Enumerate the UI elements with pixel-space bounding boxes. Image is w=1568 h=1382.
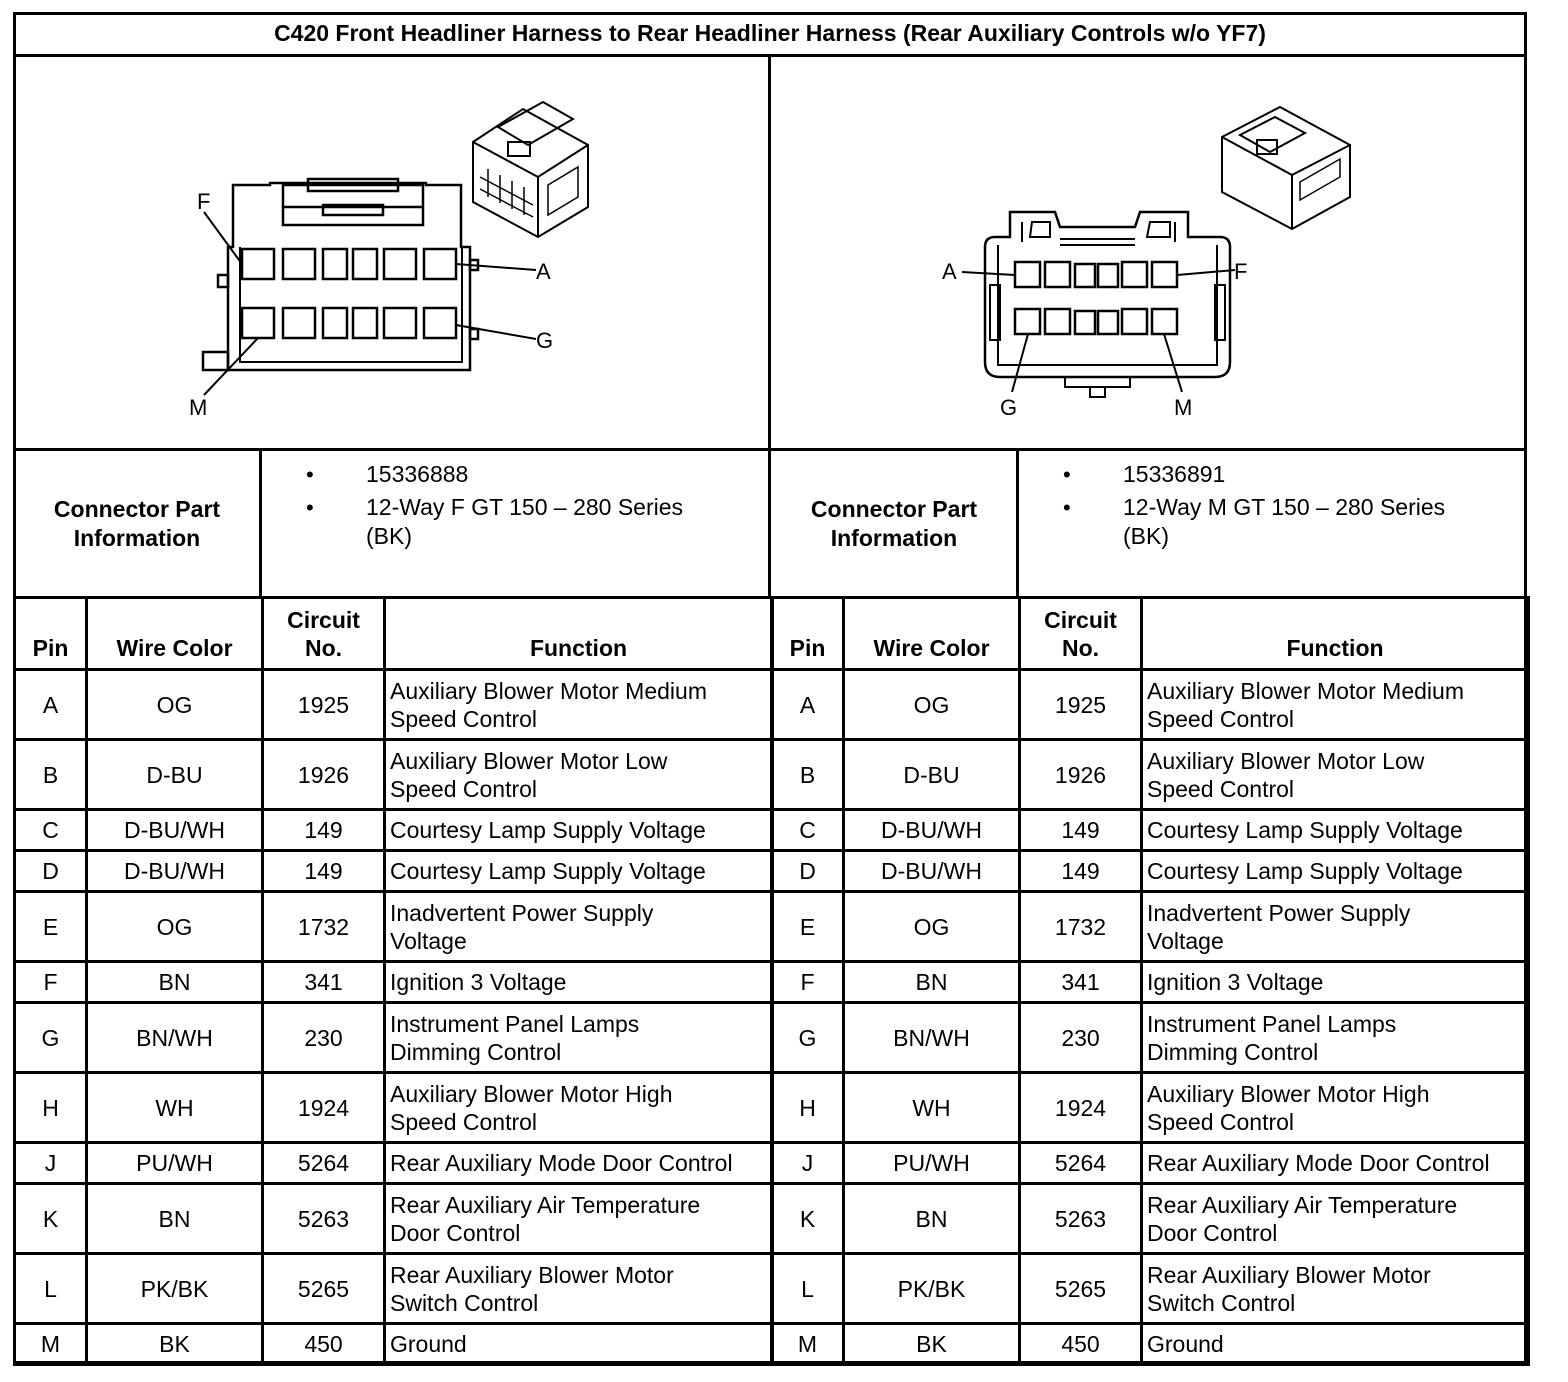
function-cell: Rear Auxiliary Air Temperature Door Control <box>1142 1184 1529 1254</box>
circuit-cell: 1732 <box>263 892 385 962</box>
wire-color-cell: D-BU/WH <box>844 851 1020 892</box>
wire-color-cell: BK <box>87 1324 263 1365</box>
pin-cell: M <box>15 1324 87 1365</box>
table-row <box>772 1073 1529 1143</box>
table-row <box>15 1073 773 1143</box>
pin-cell: D <box>772 851 844 892</box>
wire-color-cell: OG <box>844 892 1020 962</box>
pin-cell: E <box>772 892 844 962</box>
circuit-cell: 1926 <box>1020 740 1142 810</box>
function-cell: Ground <box>1142 1324 1529 1365</box>
wire-color-cell: D-BU <box>844 740 1020 810</box>
table-row <box>15 892 773 962</box>
table-row <box>15 1184 773 1254</box>
wire-color-cell: D-BU/WH <box>844 810 1020 851</box>
table-row <box>772 892 1529 962</box>
wire-color-cell: BN/WH <box>87 1003 263 1073</box>
function-cell: Ignition 3 Voltage <box>385 962 773 1003</box>
connector-diagram-male <box>770 57 1527 450</box>
label-pin-g: G <box>1000 395 1018 420</box>
function-cell: Auxiliary Blower Motor Medium Speed Control <box>1142 670 1529 740</box>
circuit-cell: 1925 <box>263 670 385 740</box>
wire-color-cell: WH <box>844 1073 1020 1143</box>
part-description: • 12-Way M GT 150 – 280 Series (BK) <box>1059 493 1519 551</box>
table-row <box>15 962 773 1003</box>
table-row <box>772 962 1529 1003</box>
circuit-cell: 1732 <box>1020 892 1142 962</box>
pin-cell: H <box>15 1073 87 1143</box>
wire-color-cell: D-BU <box>87 740 263 810</box>
circuit-cell: 5263 <box>1020 1184 1142 1254</box>
circuit-cell: 149 <box>263 810 385 851</box>
part-number: • 15336891 <box>1059 460 1519 489</box>
pin-cell: L <box>772 1254 844 1324</box>
part-info-list-right <box>1059 460 1519 551</box>
part-description: • 12-Way F GT 150 – 280 Series (BK) <box>302 493 762 551</box>
wire-color-cell: BN <box>87 962 263 1003</box>
circuit-cell: 341 <box>263 962 385 1003</box>
circuit-cell: 1924 <box>1020 1073 1142 1143</box>
table-row <box>772 851 1529 892</box>
circuit-cell: 5264 <box>263 1143 385 1184</box>
male-connector-face-icon <box>770 57 1527 450</box>
wire-color-cell: BN <box>844 962 1020 1003</box>
label-pin-a: A <box>536 259 551 284</box>
circuit-cell: 5263 <box>263 1184 385 1254</box>
pin-cell: J <box>772 1143 844 1184</box>
function-cell: Auxiliary Blower Motor Low Speed Control <box>1142 740 1529 810</box>
function-cell: Courtesy Lamp Supply Voltage <box>1142 810 1529 851</box>
table-row <box>15 1003 773 1073</box>
table-row <box>15 851 773 892</box>
label-pin-a: A <box>942 259 957 284</box>
table-row <box>15 810 773 851</box>
pin-cell: K <box>772 1184 844 1254</box>
table-row <box>15 1254 773 1324</box>
function-cell: Courtesy Lamp Supply Voltage <box>1142 851 1529 892</box>
connector-info-label-left: Connector Part Information <box>53 496 221 551</box>
col-header-pin: Pin <box>15 598 87 670</box>
female-connector-face-icon <box>13 57 770 450</box>
wire-color-cell: BK <box>844 1324 1020 1365</box>
function-cell: Courtesy Lamp Supply Voltage <box>385 851 773 892</box>
function-cell: Inadvertent Power Supply Voltage <box>1142 892 1529 962</box>
part-number: • 15336888 <box>302 460 762 489</box>
page-title: C420 Front Headliner Harness to Rear Headliner Harness (Rear Auxiliary Controls w/o YF7) <box>13 12 1527 57</box>
wire-color-cell: BN/WH <box>844 1003 1020 1073</box>
pin-cell: A <box>15 670 87 740</box>
wire-color-cell: PK/BK <box>87 1254 263 1324</box>
connector-diagram-female <box>13 57 770 450</box>
function-cell: Instrument Panel Lamps Dimming Control <box>1142 1003 1529 1073</box>
function-cell: Auxiliary Blower Motor Medium Speed Control <box>385 670 773 740</box>
circuit-cell: 341 <box>1020 962 1142 1003</box>
wire-color-cell: D-BU/WH <box>87 810 263 851</box>
wire-color-cell: WH <box>87 1073 263 1143</box>
pin-cell: H <box>772 1073 844 1143</box>
circuit-cell: 1925 <box>1020 670 1142 740</box>
table-row <box>772 1324 1529 1365</box>
circuit-cell: 1926 <box>263 740 385 810</box>
circuit-cell: 1924 <box>263 1073 385 1143</box>
wire-color-cell: OG <box>844 670 1020 740</box>
label-pin-f: F <box>1234 259 1248 284</box>
label-pin-m: M <box>1174 395 1193 420</box>
circuit-cell: 450 <box>1020 1324 1142 1365</box>
wire-color-cell: PU/WH <box>844 1143 1020 1184</box>
pin-cell: L <box>15 1254 87 1324</box>
col-header-wire-color: Wire Color <box>87 598 263 670</box>
pin-table-male <box>770 596 1530 1366</box>
pin-cell: G <box>772 1003 844 1073</box>
function-cell: Ignition 3 Voltage <box>1142 962 1529 1003</box>
col-header-circuit: Circuit No. <box>263 598 385 670</box>
pin-cell: K <box>15 1184 87 1254</box>
function-cell: Rear Auxiliary Blower Motor Switch Control <box>385 1254 773 1324</box>
wire-color-cell: OG <box>87 670 263 740</box>
wire-color-cell: PK/BK <box>844 1254 1020 1324</box>
function-cell: Rear Auxiliary Blower Motor Switch Control <box>1142 1254 1529 1324</box>
circuit-cell: 5265 <box>263 1254 385 1324</box>
circuit-cell: 450 <box>263 1324 385 1365</box>
function-cell: Auxiliary Blower Motor High Speed Control <box>385 1073 773 1143</box>
function-cell: Inadvertent Power Supply Voltage <box>385 892 773 962</box>
pin-cell: F <box>15 962 87 1003</box>
circuit-cell: 5264 <box>1020 1143 1142 1184</box>
wire-color-cell: OG <box>87 892 263 962</box>
pin-cell: A <box>772 670 844 740</box>
table-row <box>772 670 1529 740</box>
table-row <box>772 810 1529 851</box>
circuit-cell: 5265 <box>1020 1254 1142 1324</box>
circuit-cell: 149 <box>1020 851 1142 892</box>
pin-cell: C <box>15 810 87 851</box>
pin-cell: J <box>15 1143 87 1184</box>
function-cell: Instrument Panel Lamps Dimming Control <box>385 1003 773 1073</box>
pin-cell: B <box>772 740 844 810</box>
pin-cell: C <box>772 810 844 851</box>
label-pin-m: M <box>189 395 208 420</box>
col-header-function: Function <box>385 598 773 670</box>
label-pin-g: G <box>536 328 554 353</box>
label-pin-f: F <box>197 189 211 214</box>
pin-cell: D <box>15 851 87 892</box>
pin-cell: F <box>772 962 844 1003</box>
function-cell: Auxiliary Blower Motor High Speed Control <box>1142 1073 1529 1143</box>
table-row <box>772 1143 1529 1184</box>
table-row <box>772 1184 1529 1254</box>
part-info-list-left <box>302 460 762 551</box>
pin-cell: B <box>15 740 87 810</box>
circuit-cell: 149 <box>263 851 385 892</box>
pin-table-female <box>13 596 774 1366</box>
col-header-circuit: Circuit No. <box>1020 598 1142 670</box>
pin-cell: M <box>772 1324 844 1365</box>
wire-color-cell: BN <box>87 1184 263 1254</box>
function-cell: Rear Auxiliary Air Temperature Door Control <box>385 1184 773 1254</box>
function-cell: Ground <box>385 1324 773 1365</box>
table-row <box>15 1143 773 1184</box>
pin-cell: E <box>15 892 87 962</box>
wire-color-cell: BN <box>844 1184 1020 1254</box>
table-row <box>15 740 773 810</box>
function-cell: Courtesy Lamp Supply Voltage <box>385 810 773 851</box>
circuit-cell: 149 <box>1020 810 1142 851</box>
col-header-wire-color: Wire Color <box>844 598 1020 670</box>
col-header-pin: Pin <box>772 598 844 670</box>
connector-info-label-right: Connector Part Information <box>810 496 978 551</box>
circuit-cell: 230 <box>263 1003 385 1073</box>
table-row <box>772 1254 1529 1324</box>
function-cell: Rear Auxiliary Mode Door Control <box>385 1143 773 1184</box>
wire-color-cell: PU/WH <box>87 1143 263 1184</box>
circuit-cell: 230 <box>1020 1003 1142 1073</box>
pin-cell: G <box>15 1003 87 1073</box>
function-cell: Rear Auxiliary Mode Door Control <box>1142 1143 1529 1184</box>
table-row <box>772 740 1529 810</box>
table-row <box>15 670 773 740</box>
table-row <box>772 1003 1529 1073</box>
table-row <box>15 1324 773 1365</box>
wire-color-cell: D-BU/WH <box>87 851 263 892</box>
col-header-function: Function <box>1142 598 1529 670</box>
function-cell: Auxiliary Blower Motor Low Speed Control <box>385 740 773 810</box>
